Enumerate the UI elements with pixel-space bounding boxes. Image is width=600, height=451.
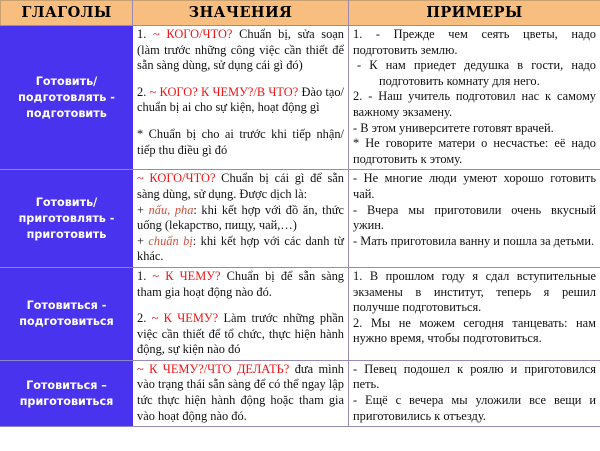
- russian-question-label: ~ КОГО? К ЧЕМУ?/В ЧТО?: [149, 84, 299, 99]
- example-sentence: - В этом университете готовят врачей.: [353, 120, 554, 135]
- example-sentence: - Ещё с вечера мы уложили все вещи и приготовились к отъезду.: [353, 393, 596, 423]
- column-header-verbs: ГЛАГОЛЫ: [1, 1, 133, 26]
- meaning-paragraph: [137, 27, 344, 74]
- example-sentence: - Вчера мы приготовили очень вкусный ужин.: [353, 202, 596, 233]
- header-row: [1, 1, 600, 26]
- russian-question-label: ~ КОГО/ЧТО?: [137, 171, 216, 186]
- column-header-examples: ПРИМЕРЫ: [349, 1, 600, 26]
- meaning-paragraph: [137, 85, 344, 116]
- meaning-index: 2.: [137, 84, 150, 99]
- meaning-paragraph: [137, 311, 344, 358]
- meaning-text: * Chuẩn bị cho ai trước khi tiếp nhận/ tiếp thu điều gì đó: [137, 126, 344, 157]
- meaning-paragraph: [137, 269, 344, 300]
- example-sentence: 1. - Прежде чем сеять цветы, надо подготовить землю.: [353, 27, 596, 57]
- vietnamese-gloss: chuẩn bị: [148, 233, 193, 248]
- meaning-paragraph: [137, 234, 344, 265]
- russian-question-label: ~ К ЧЕМУ?: [151, 311, 219, 326]
- vietnamese-gloss: nấu, pha: [148, 202, 194, 217]
- example-sentence: - Мать приготовила ванну и пошла за детьми.: [353, 233, 595, 248]
- bullet-marker: +: [137, 202, 149, 217]
- column-header-meanings: ЗНАЧЕНИЯ: [133, 1, 349, 26]
- examples-cell: [349, 26, 600, 170]
- table-body: [1, 26, 600, 427]
- verb-pair-cell: Готовиться - подготовиться: [1, 267, 133, 360]
- meaning-text: Chuẩn bị, sửa soạn (làm trước những công việc cần thiết để sẵn sàng dùng, sử dụng cái gì đó): [137, 27, 345, 73]
- examples-cell: [349, 267, 600, 360]
- table-row: [1, 360, 600, 426]
- example-sentence: 1. В прошлом году я сдал вступительные экзамены в институт, теперь я решил получше подготовиться.: [353, 268, 596, 315]
- examples-cell: [349, 170, 600, 268]
- table-header: [1, 1, 600, 26]
- meaning-index: 2.: [137, 311, 152, 326]
- meaning-paragraph: [137, 203, 344, 234]
- russian-question-label: ~ К ЧЕМУ?/ЧТО ДЕЛАТЬ?: [137, 361, 290, 376]
- bullet-marker: +: [137, 233, 149, 248]
- meaning-text: Chuẩn bị để sẵn sàng tham gia hoạt động nào đó.: [137, 268, 344, 299]
- russian-question-label: ~ КОГО/ЧТО?: [152, 27, 233, 41]
- meaning-text: Chuẩn bị cái gì để sẵn sàng dùng, sử dụng. Được dịch là:: [137, 171, 344, 201]
- meaning-index: 1.: [137, 27, 153, 41]
- verb-pair-cell: Готовить/ подготовлять - подготовить: [1, 26, 133, 170]
- meaning-text: đưa mình vào trạng thái sẵn sàng để có thể ngay lập tức thực hiện hành động hoặc tham gia vào hoạt động nào đó.: [137, 361, 344, 423]
- meaning-cell: [133, 26, 349, 170]
- meaning-text: : khi kết hợp với đồ ăn, thức uống (lekарство, пищу, чай,…): [137, 202, 344, 233]
- meaning-cell: [133, 360, 349, 426]
- meaning-cell: [133, 267, 349, 360]
- table-row: [1, 26, 600, 170]
- meaning-cell: [133, 170, 349, 268]
- example-sentence: - Не многие люди умеют хорошо готовить чай.: [353, 171, 596, 201]
- meaning-text: : khi kết hợp với các danh từ khác.: [137, 233, 344, 264]
- table-row: [1, 170, 600, 268]
- example-sentence: 2. Мы не можем сегодня танцевать: нам нужно время, чтобы подготовиться.: [353, 315, 596, 346]
- example-sentence: 2. - Наш учитель подготовил нас к самому важному экзамену.: [353, 89, 596, 119]
- meaning-paragraph: [137, 171, 344, 202]
- meaning-paragraph: [137, 127, 344, 158]
- verb-pair-cell: Готовиться – приготовиться: [1, 360, 133, 426]
- example-sentence: - Певец подошел к роялю и приготовился петь.: [353, 361, 596, 392]
- meaning-index: 1.: [137, 268, 153, 283]
- examples-cell: [349, 360, 600, 426]
- meaning-paragraph: [137, 362, 344, 424]
- table-row: [1, 267, 600, 360]
- example-sentence: - К нам приедет дедушка в гости, надо подготовить комнату для него.: [357, 58, 596, 88]
- meaning-text: Làm trước những phần việc cần thiết để tổ chức, thực hiện hành động, sự kiện nào đó: [137, 311, 345, 357]
- meaning-text: Đào tạo/ chuẩn bị ai cho sự kiện, hoạt động gì: [137, 84, 344, 115]
- example-sentence: * Не говорите матери о несчастье: её надо подготовить к этому.: [353, 136, 596, 166]
- russian-question-label: ~ К ЧЕМУ?: [152, 268, 221, 283]
- verb-pair-cell: Готовить/ приготовлять - приготовить: [1, 170, 133, 268]
